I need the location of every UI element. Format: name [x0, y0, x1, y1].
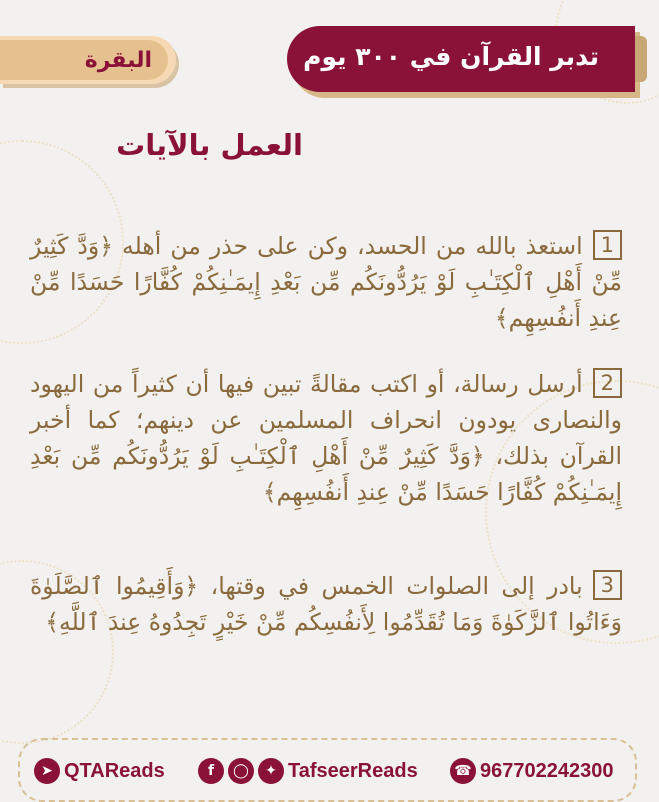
page-title: تدبر القرآن في ٣٠٠ يوم — [303, 42, 599, 71]
whatsapp-icon: ☎ — [450, 758, 476, 784]
action-item — [30, 366, 622, 510]
telegram-link[interactable] — [34, 758, 165, 784]
action-item — [30, 568, 622, 640]
whatsapp-link[interactable] — [450, 758, 613, 784]
item-number: 3 — [593, 570, 622, 600]
item-text: أرسل رسالة، أو اكتب مقالةً تبين فيها أن كثيراً من اليهود والنصارى يودون انحراف المسلمين عن دينهم؛ كما أخبر القرآن بذلك، ﴿وَدَّ كَثِيرٌ مِّنْ أَهْلِ ٱلْكِتَـٰبِ لَوْ يَرُدُّونَكُم مِّن بَعْدِ إِيمَـٰنِكُمْ كُفَّارًا حَسَدًا مِّنْ عِندِ أَنفُسِهِم﴾ — [30, 370, 622, 506]
facebook-icon[interactable]: f — [198, 758, 224, 784]
section-heading: العمل بالآيات — [116, 128, 303, 162]
telegram-icon: ➤ — [34, 758, 60, 784]
title-ribbon — [287, 26, 635, 92]
social-links[interactable] — [198, 758, 418, 784]
item-text: استعذ بالله من الحسد، وكن على حذر من أهله ﴿وَدَّ كَثِيرٌ مِّنْ أَهْلِ ٱلْكِتَـٰبِ لَوْ يَرُدُّونَكُم مِّن بَعْدِ إِيمَـٰنِكُمْ كُفَّارًا حَسَدًا مِّنْ عِندِ أَنفُسِهِم﴾ — [30, 232, 622, 332]
surah-ribbon-inner — [0, 40, 168, 80]
social-handle: TafseerReads — [288, 759, 418, 782]
item-number: 1 — [593, 230, 622, 260]
instagram-icon[interactable]: ◯ — [228, 758, 254, 784]
twitter-icon[interactable]: ✦ — [258, 758, 284, 784]
surah-name: البقرة — [84, 48, 152, 73]
action-item — [30, 228, 622, 336]
surah-ribbon — [0, 36, 176, 84]
item-number: 2 — [593, 368, 622, 398]
phone-number: 967702242300 — [480, 759, 614, 782]
item-text: بادر إلى الصلوات الخمس في وقتها، ﴿وَأَقِيمُوا ٱلصَّلَوٰةَ وَءَاتُوا ٱلزَّكَوٰةَ وَمَا تُقَدِّمُوا لِأَنفُسِكُم مِّنْ خَيْرٍ تَجِدُوهُ عِندَ ٱللَّهِ﴾ — [30, 572, 622, 636]
telegram-handle: QTAReads — [64, 759, 165, 782]
footer — [18, 738, 637, 802]
